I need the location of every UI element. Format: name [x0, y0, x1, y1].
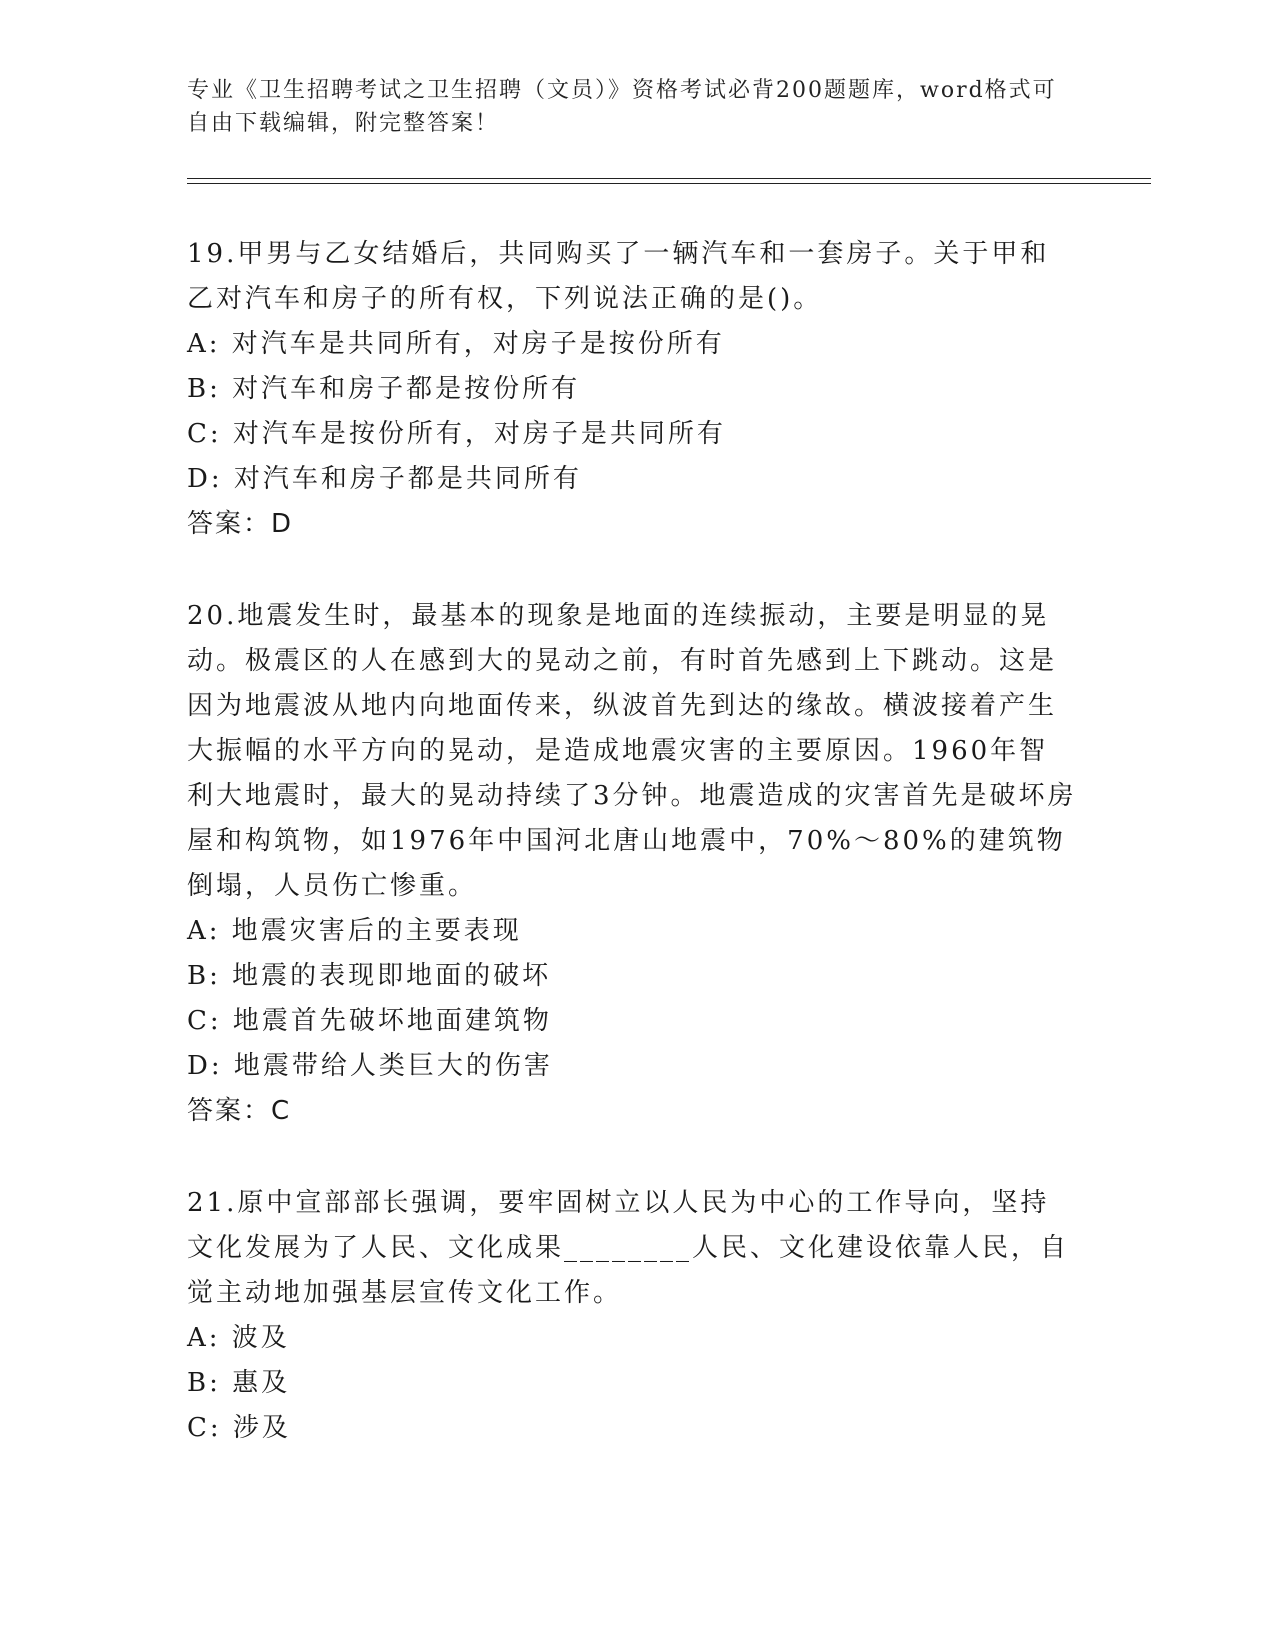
option-c: C: 涉及: [187, 1413, 291, 1443]
option-d: D: 地震带给人类巨大的伤害: [187, 1051, 553, 1081]
option-b: B: 惠及: [187, 1368, 291, 1398]
answer-line: 答案：C: [187, 1096, 292, 1126]
question-list: [187, 232, 1077, 1498]
question-text: 19.甲男与乙女结婚后，共同购买了一辆汽车和一套房子。关于甲和乙对汽车和房子的所有权，下列说法正确的是()。: [187, 239, 1050, 314]
option-c: C: 地震首先破坏地面建筑物: [187, 1006, 552, 1036]
option-c: C: 对汽车是按份所有，对房子是共同所有: [187, 419, 726, 449]
option-a: A: 对汽车是共同所有，对房子是按份所有: [187, 329, 725, 359]
option-a: A: 地震灾害后的主要表现: [187, 916, 522, 946]
question-19: [187, 232, 1077, 547]
question-21: [187, 1181, 1077, 1451]
page-header: 专业《卫生招聘考试之卫生招聘（文员）》资格考试必背200题题库，word格式可自由下载编辑，附完整答案！: [187, 78, 1057, 136]
header-rule-top: [187, 178, 1151, 179]
option-b: B: 地震的表现即地面的破坏: [187, 961, 552, 991]
option-d: D: 对汽车和房子都是共同所有: [187, 464, 582, 494]
answer-line: 答案：D: [187, 509, 294, 539]
question-text: 20.地震发生时，最基本的现象是地面的连续振动，主要是明显的晃动。极震区的人在感到大的晃动之前，有时首先感到上下跳动。这是因为地震波从地内向地面传来，纵波首先到达的缘故。横波接着产生大振幅的水平方向的晃动，是造成地震灾害的主要原因。1960年智利大地震时，最大的晃动持续了3分钟。地震造成的灾害首先是破坏房屋和构筑物，如1976年中国河北唐山地震中，70%～80%的建筑物倒塌，人员伤亡惨重。: [187, 601, 1077, 901]
question-text: 21.原中宣部部长强调，要牢固树立以人民为中心的工作导向，坚持文化发展为了人民、文化成果________人民、文化建设依靠人民，自觉主动地加强基层宣传文化工作。: [187, 1188, 1070, 1308]
header-rule-bottom: [187, 183, 1151, 184]
option-a: A: 波及: [187, 1323, 290, 1353]
question-20: [187, 594, 1077, 1134]
option-b: B: 对汽车和房子都是按份所有: [187, 374, 581, 404]
